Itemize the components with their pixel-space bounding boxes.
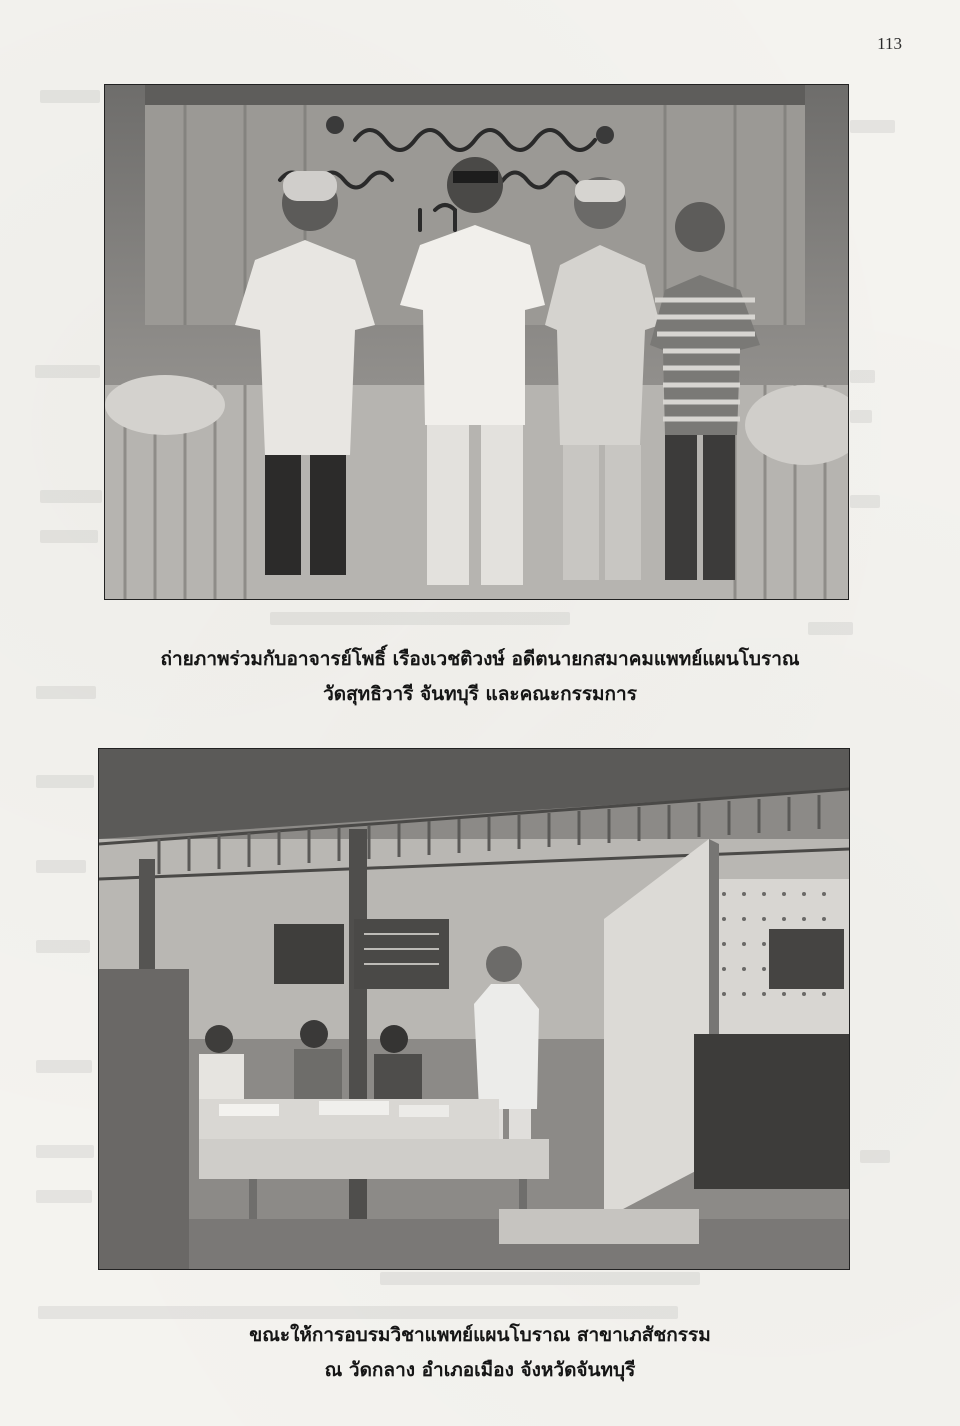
caption-line: ถ่ายภาพร่วมกับอาจารย์โพธิ์ เรืองเวชติวงษ์ อดีตนายกสมาคมแพทย์แผนโบราณ <box>160 648 800 670</box>
caption-line: ขณะให้การอบรมวิชาแพทย์แผนโบราณ สาขาเภสัชกรรม <box>249 1324 711 1346</box>
bleed-through-line <box>40 530 98 543</box>
bleed-through-line <box>850 370 875 383</box>
bleed-through-line <box>36 1145 94 1158</box>
bleed-through-line <box>270 612 570 625</box>
bottom-photo-caption <box>0 1318 960 1388</box>
training-photo <box>98 748 850 1270</box>
bleed-through-line <box>850 120 895 133</box>
bleed-through-line <box>860 1150 890 1163</box>
bleed-through-line <box>36 1060 92 1073</box>
group-photo <box>104 84 849 600</box>
bleed-through-line <box>40 490 102 503</box>
bleed-through-line <box>36 1190 92 1203</box>
bleed-through-line <box>850 495 880 508</box>
caption-line: วัดสุทธิวารี จันทบุรี และคณะกรรมการ <box>323 683 637 705</box>
bleed-through-line <box>36 775 94 788</box>
bleed-through-line <box>850 410 872 423</box>
top-photo-caption <box>0 642 960 712</box>
bleed-through-line <box>808 622 853 635</box>
bleed-through-line <box>36 860 86 873</box>
bleed-through-line <box>35 365 100 378</box>
bleed-through-line <box>40 90 100 103</box>
caption-line: ณ วัดกลาง อำเภอเมือง จังหวัดจันทบุรี <box>324 1359 636 1381</box>
page-number: 113 <box>877 34 902 53</box>
bleed-through-line <box>380 1272 700 1285</box>
bleed-through-line <box>36 940 90 953</box>
